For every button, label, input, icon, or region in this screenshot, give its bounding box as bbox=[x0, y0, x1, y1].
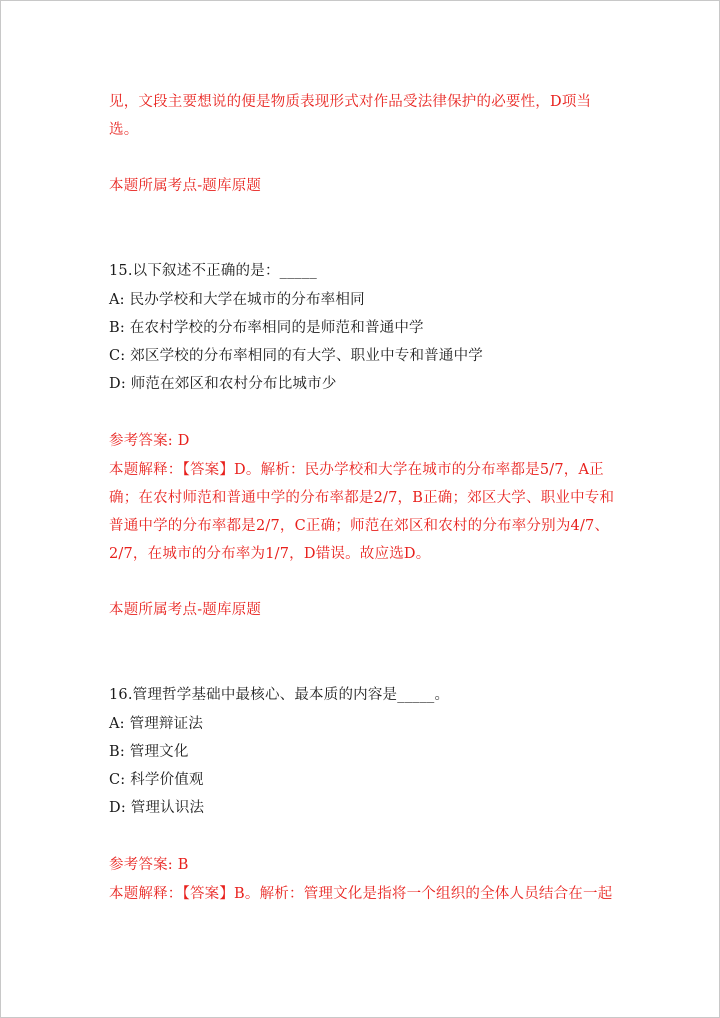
option-d: D: 师范在郊区和农村分布比城市少 bbox=[109, 376, 337, 392]
explanation-line: 本题解释：【答案】B。解析：管理文化是指将一个组织的全体人员结合在一起 bbox=[109, 886, 613, 902]
explanation-line: 普通中学的分布率都是2/7，C正确；师范在郊区和农村的分布率分别为4/7、 bbox=[109, 518, 610, 534]
option-a: A: 管理辩证法 bbox=[109, 716, 204, 732]
answer-label: 参考答案: B bbox=[109, 857, 189, 873]
source-label: 本题所属考点-题库原题 bbox=[109, 602, 262, 618]
option-c: C: 郊区学校的分布率相同的有大学、职业中专和普通中学 bbox=[109, 348, 483, 364]
question-stem: 15.以下叙述不正确的是：_____ bbox=[109, 263, 317, 279]
option-a: A: 民办学校和大学在城市的分布率相同 bbox=[109, 292, 365, 308]
explanation-line: 选。 bbox=[109, 122, 139, 138]
source-label: 本题所属考点-题库原题 bbox=[109, 178, 262, 194]
explanation-line: 2/7，在城市的分布率为1/7，D错误。故应选D。 bbox=[109, 546, 431, 562]
explanation-line: 确；在农村师范和普通中学的分布率都是2/7，B正确；郊区大学、职业中专和 bbox=[109, 490, 615, 506]
question-stem: 16.管理哲学基础中最核心、最本质的内容是_____。 bbox=[109, 687, 450, 703]
explanation-line: 见，文段主要想说的便是物质表现形式对作品受法律保护的必要性，D项当 bbox=[109, 94, 592, 110]
option-b: B: 管理文化 bbox=[109, 744, 189, 760]
option-b: B: 在农村学校的分布率相同的是师范和普通中学 bbox=[109, 320, 424, 336]
option-c: C: 科学价值观 bbox=[109, 772, 204, 788]
answer-label: 参考答案: D bbox=[109, 433, 190, 449]
option-d: D: 管理认识法 bbox=[109, 800, 205, 816]
explanation-line: 本题解释：【答案】D。解析：民办学校和大学在城市的分布率都是5/7，A正 bbox=[109, 462, 604, 478]
